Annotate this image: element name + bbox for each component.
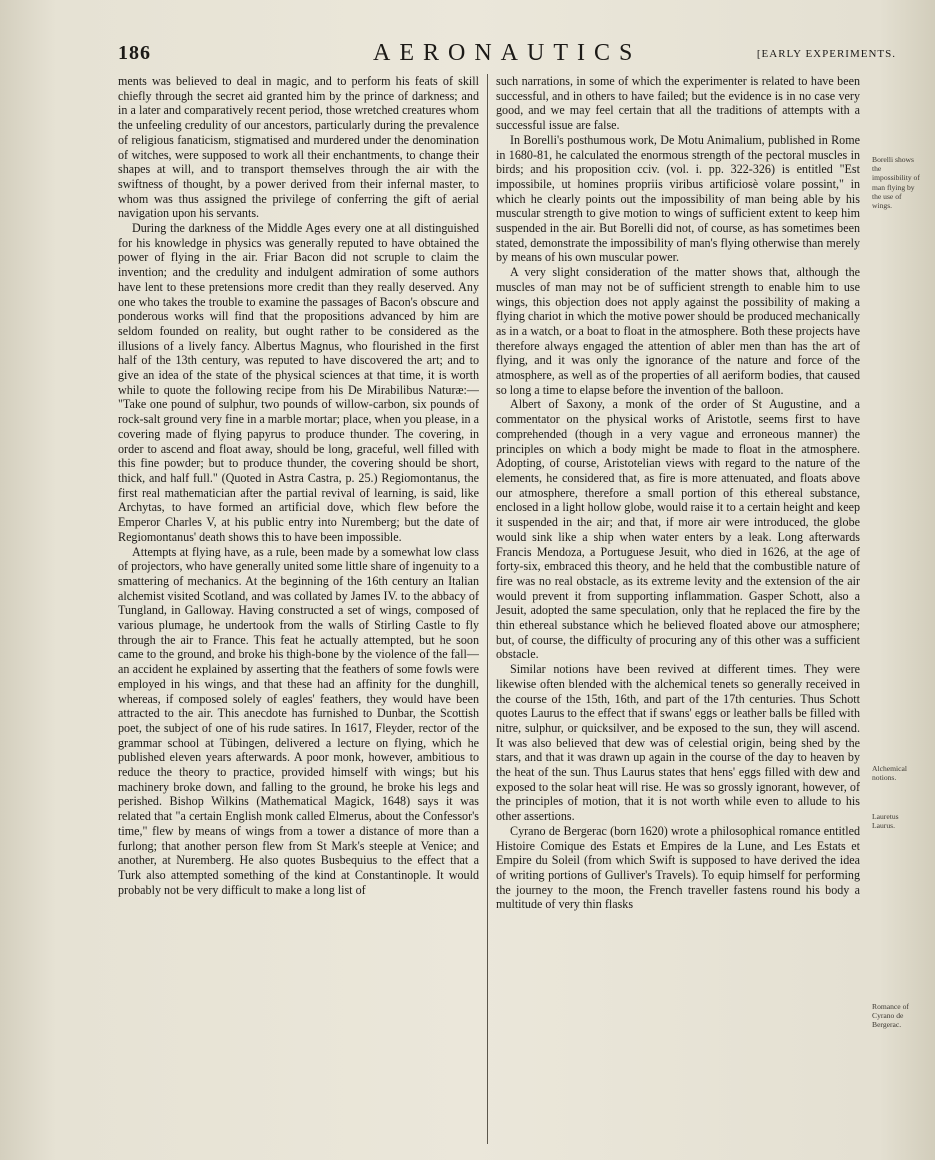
paragraph: such narrations, in some of which the experimenter is related to have been successful, and in others to have failed; but the evidence is in no case very good, and we may feel certain that all the traditions of attempts with a successful issue are false. bbox=[496, 74, 860, 133]
page-header bbox=[118, 42, 896, 70]
paragraph: A very slight consideration of the matter shows that, although the muscles of man may not be of sufficient strength to enable him to use wings, this objection does not apply against the possibility of making a flying chariot in which the motive power should be produced mechanically as in a watch, or a boat to float in the atmosphere. Both these projects have therefore always engaged the attention of abler men than has the art of flying, and it was only the ignorance of the nature and force of the atmosphere, as well as of the properties of all aeriform bodies, that caused so long a time to elapse before the invention of the balloon. bbox=[496, 265, 860, 397]
paragraph: ments was believed to deal in magic, and to perform his feats of skill chiefly through the secret aid granted him by the prince of darkness; and in a later and comparatively recent period, those wretched creatures whom the unfeeling credulity of our ancestors, particularly during the prevalence of religious fanaticism, stigmatised and murdered under the denomination of witches, were supposed to work all their enchantments, to change their shapes at will, and to transport themselves through the air with the swiftness of thought, by a power derived from their infernal master, to whom was thus assigned the privilege of conferring the gift of aerial navigation upon his servants. bbox=[118, 74, 479, 221]
paragraph: Similar notions have been revived at different times. They were likewise often blended with the alchemical tenets so generally received in the course of the 15th, 16th, and part of the 17th centuries. Thus Schott quotes Laurus to the effect that if swans' eggs or leather balls be filled with nitre, sulphur, or quicksilver, and be exposed to the sun, they will ascend. It was also believed that dew was of celestial origin, being shed by the stars, and that it was drawn up again in the course of the day to heaven by the heat of the sun. Thus Laurus states that hens' eggs filled with dew and exposed to the solar heat will rise. He was so grossly ignorant, however, of the principles of motion, that it is not worth while even to allude to his other assertions. bbox=[496, 662, 860, 824]
left-column bbox=[118, 74, 479, 1149]
paragraph: Cyrano de Bergerac (born 1620) wrote a philosophical romance entitled Histoire Comique des Estats et Empires de la Lune, and Les Estats et Empire du Soleil (from which Swift is supposed to have derived the idea of writing portions of Gulliver's Travels). To equip himself for performing the journey to the moon, the French traveller fastens round his body a multitude of very thin flasks bbox=[496, 823, 860, 912]
paragraph: During the darkness of the Middle Ages every one at all distinguished for his knowledge in physics was generally reputed to have obtained the power of flying in the air. Friar Bacon did not scruple to claim the invention; and the credulity and indulgent admiration of some authors have lent to these pretensions more credit than they really deserved. Any one who takes the trouble to examine the passages of Bacon's obscure and ponderous works will find that the propositions advanced by him are seldom founded on reality, but ought rather to be considered as the illusions of a lively fancy. Albertus Magnus, who flourished in the first half of the 13th century, was reputed to have discovered the art; and to give an idea of the state of the physical sciences at that time, it is worth while to quote the following recipe from his De Mirabilibus Naturæ:— "Take one pound of sulphur, two pounds of willow-carbon, six pounds of rock-salt ground very fine in a marble mortar; place, when you please, in a covering made of flying papyrus to produce thunder. The covering, in order to ascend and float away, should be long, graceful, well filled with this fine powder; but to produce thunder, the covering should be short, thick, and half full." (Quoted in Astra Castra, p. 25.) Regiomontanus, the first real mathematician after the partial revival of learning, is said, like Archytas, to have formed an artificial dove, which flew before the Emperor Charles V, at his public entry into Nuremberg; but the date of Regiomontanus' death shows this to have been impossible. bbox=[118, 221, 479, 544]
right-column bbox=[496, 74, 860, 1149]
running-title: AERONAUTICS bbox=[373, 40, 642, 66]
section-title: [EARLY EXPERIMENTS. bbox=[756, 48, 896, 60]
paragraph: Attempts at flying have, as a rule, been made by a somewhat low class of projectors, who have generally united some little share of ingenuity to a smattering of mechanics. At the beginning of the 16th century an Italian alchemist visited Scotland, and was collated by James IV. to the abbacy of Tungland, in Galloway. Having constructed a set of wings, composed of various plumage, he undertook from the walls of Stirling Castle to fly through the air to France. This feat he actually attempted, but he soon came to the ground, and broke his thigh-bone by the violence of the fall—an accident he explained by asserting that the feathers of some fowls were employed in his wings, and that these had an affinity for the dunghill, whereas, if composed solely of eagles' feathers, they would have been attracted to the air. This anecdote has furnished to Dunbar, the Scottish poet, the subject of one of his rude satires. In 1617, Fleyder, rector of the grammar school at Tübingen, delivered a lecture on flying, which he published eleven years afterwards. A poor monk, however, ambitious to reduce the theory to practice, provided himself with wings; but his machinery broke down, and falling to the ground, he broke his legs and perished. Bishop Wilkins (Mathematical Magick, 1648) says it was related that "a certain English monk called Elmerus, about the Confessor's time," flew by means of wings from a tower a distance of more than a furlong; that another person flew from St Mark's steeple at Venice; and another, at Nuremberg. He also quotes Busbequius to the effect that a Turk also attempted something of the kind at Constantinople. It would probably not be very difficult to make a long list of bbox=[118, 544, 479, 897]
margin-note-cyrano: Romance of Cyrano de Bergerac. bbox=[872, 1002, 909, 1030]
page-number: 186 bbox=[118, 42, 151, 64]
margin-note-laurus: Lauretus Laurus. bbox=[872, 812, 899, 831]
paragraph: Albert of Saxony, a monk of the order of St Augustine, and a commentator on the physical works of Aristotle, seems first to have comprehended (though in a very vague and erroneous manner) the principles on which a body might be made to float in the atmosphere. Adopting, of course, Aristotelian views with regard to the nature of the elements, he considered that, as fire is more attenuated, and floats above our atmosphere, therefore a small portion of this ethereal substance, enclosed in a light hollow globe, would raise it to a certain height and keep it suspended in the air; and that, if more air were introduced, the globe would sink like a ship when water enters by a leak. Long afterwards Francis Mendoza, a Portuguese Jesuit, who died in 1626, at the age of forty-six, embraced this theory, and he held that the combustible nature of fire was no real obstacle, as its extreme levity and the extension of the air would prevent it from supporting inflammation. Gasper Schott, also a Jesuit, adopted the same speculation, only that he replaced the fire by the thin ethereal substance which he believed floated above our atmosphere; but, of course, the difficulty of procuring any of this other was a sufficient obstacle. bbox=[496, 397, 860, 662]
paragraph: In Borelli's posthumous work, De Motu Animalium, published in Rome in 1680-81, he calculated the enormous strength of the pectoral muscles in birds; and his proposition cciv. (vol. i. pp. 322-326) is entitled "Est impossibile, ut homines propriis viribus artificiosè volare possint," in which he clearly points out the impossibility of man being able by his muscular strength to give motion to wings of sufficient extent to keep him suspended in the air. But Borelli did not, of course, as has sometimes been stated, demonstrate the impossibility of man's flying otherwise than merely by means of his own muscular power. bbox=[496, 132, 860, 265]
margin-note-alchemical: Alchemical notions. bbox=[872, 764, 907, 783]
margin-note-borelli: Borelli shows the impossibility of man flying by the use of wings. bbox=[872, 155, 920, 211]
column-divider bbox=[487, 74, 488, 1144]
